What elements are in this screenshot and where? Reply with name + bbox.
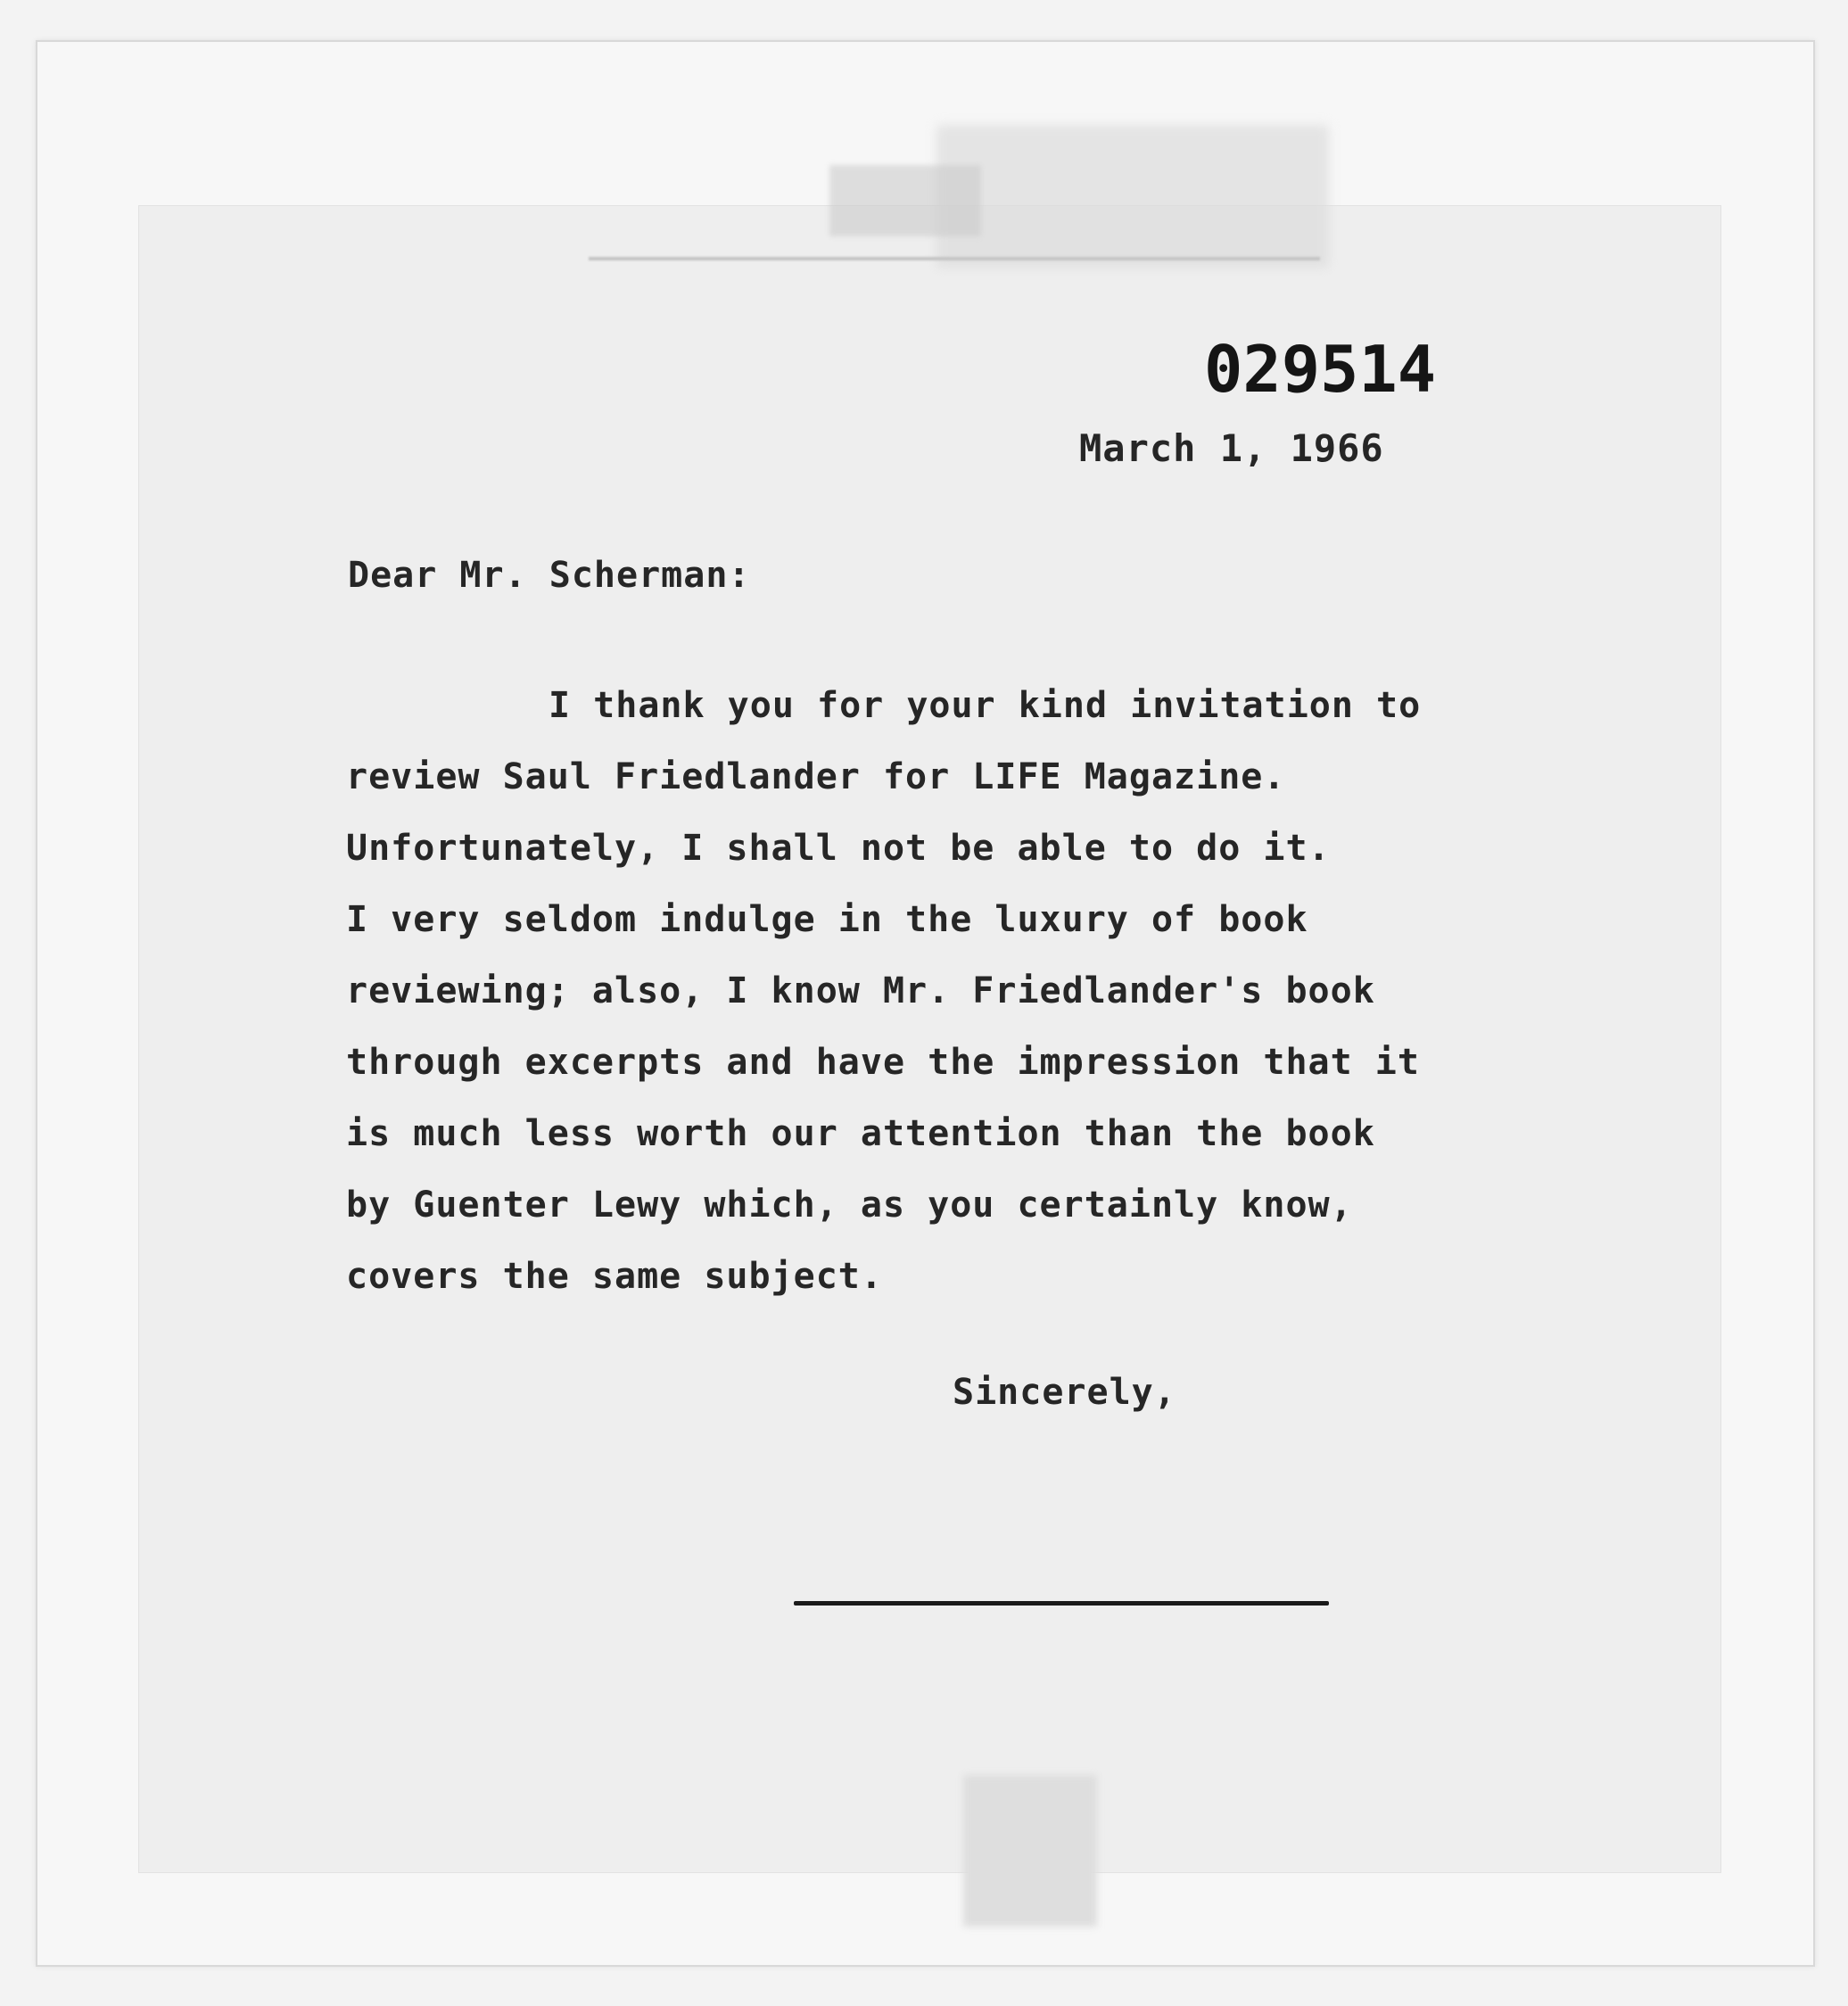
letter-date: March 1, 1966 <box>1079 426 1384 470</box>
body-line: through excerpts and have the impression that it <box>346 1042 1420 1083</box>
closing: Sincerely, <box>953 1372 1176 1413</box>
body-line: I thank you for your kind invitation to <box>549 685 1422 726</box>
salutation: Dear Mr. Scherman: <box>348 555 751 596</box>
body-line: covers the same subject. <box>346 1256 883 1297</box>
body-line: by Guenter Lewy which, as you certainly know, <box>346 1185 1353 1226</box>
letter-page <box>138 205 1721 1873</box>
bleed-through-smudge <box>963 1775 1097 1927</box>
body-line: is much less worth our attention than the book <box>346 1113 1375 1154</box>
body-line: reviewing; also, I know Mr. Friedlander's book <box>346 970 1375 1011</box>
signature-line <box>794 1601 1329 1606</box>
bleed-through-logo <box>829 165 981 236</box>
bleed-through-letterhead <box>936 125 1329 268</box>
body-line: review Saul Friedlander for LIFE Magazine. <box>346 756 1286 797</box>
document-number: 029514 <box>1204 332 1437 407</box>
body-line: Unfortunately, I shall not be able to do it. <box>346 828 1331 869</box>
bleed-through-rule <box>589 257 1320 260</box>
body-line: I very seldom indulge in the luxury of book <box>346 899 1308 940</box>
